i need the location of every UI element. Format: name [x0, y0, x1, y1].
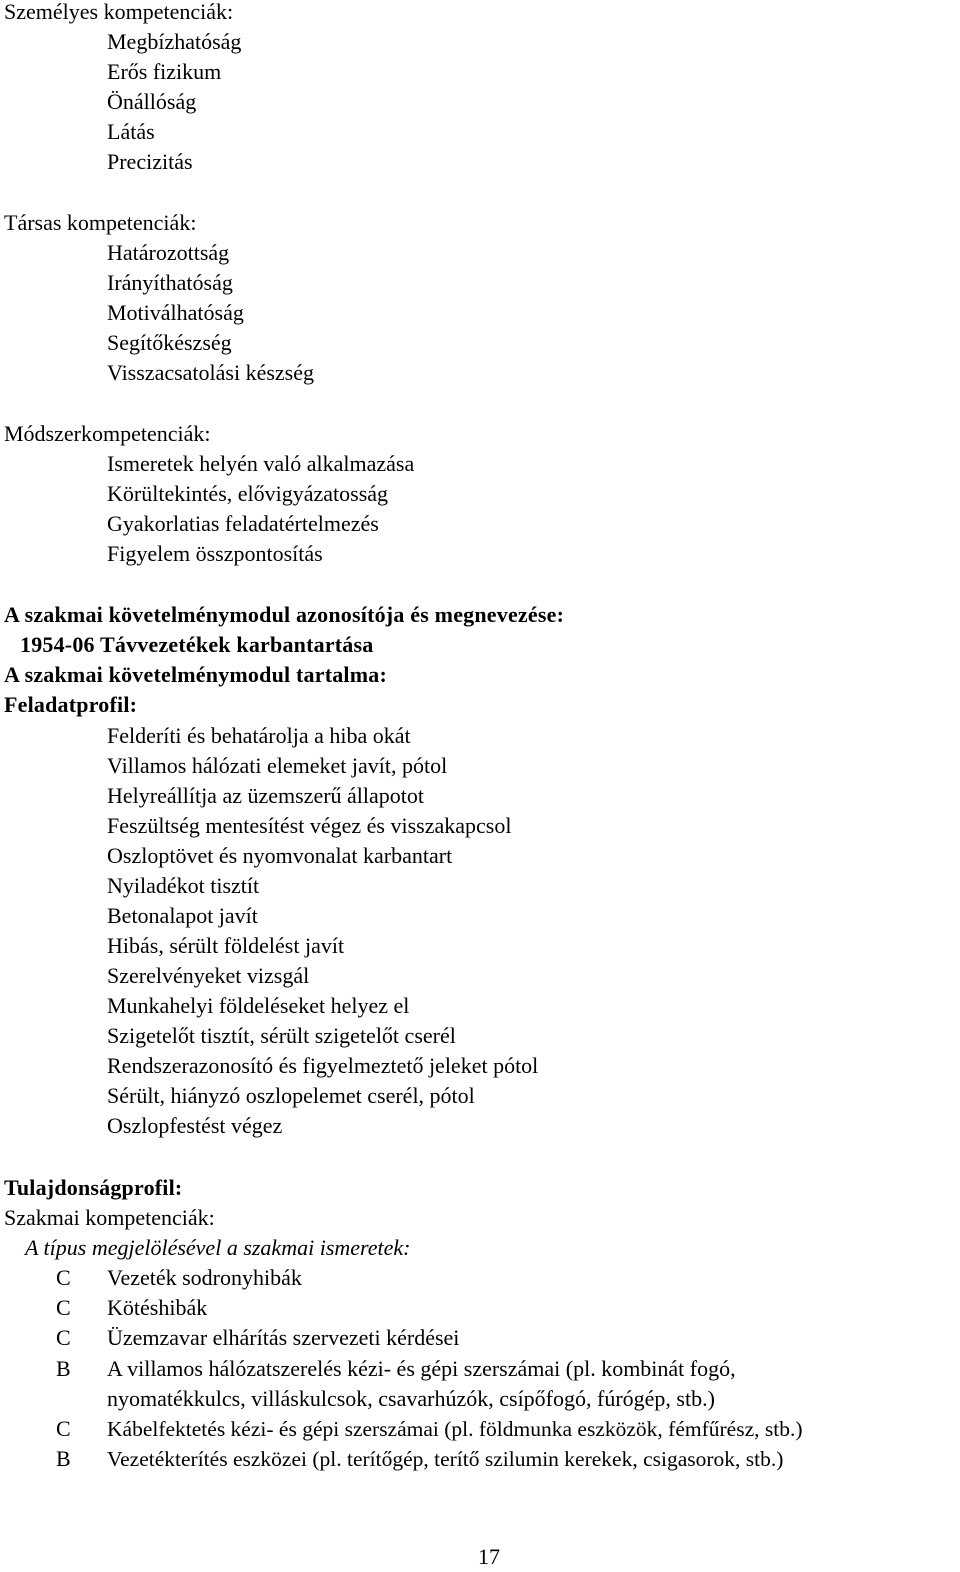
knowledge-row [0, 1414, 960, 1444]
task-item: Felderíti és behatárolja a hiba okát [107, 723, 411, 748]
list-item: Segítőkészség [107, 330, 232, 355]
list-item: Határozottság [107, 240, 230, 265]
task-item: Oszlopfestést végez [107, 1113, 283, 1138]
module-content-heading: A szakmai követelménymodul tartalma: [4, 662, 387, 687]
task-item: Munkahelyi földeléseket helyez el [107, 993, 410, 1018]
list-item: Visszacsatolási készség [107, 360, 315, 385]
knowledge-row [0, 1263, 960, 1293]
knowledge-text: nyomatékkulcs, villáskulcsok, csavarhúzók, csípőfogó, fúrógép, stb.) [107, 1386, 715, 1411]
knowledge-text: Vezetékterítés eszközei (pl. terítőgép, terítő szilumin kerekek, csigasorok, stb.) [107, 1447, 784, 1471]
knowledge-type: B [56, 1446, 71, 1471]
list-item: Gyakorlatias feladatértelmezés [107, 511, 379, 536]
section-heading-social: Társas kompetenciák: [4, 210, 197, 235]
section-heading-method: Módszerkompetenciák: [4, 421, 211, 446]
knowledge-row [0, 1354, 960, 1384]
knowledge-text: Kábelfektetés kézi- és gépi szerszámai (pl. földmunka eszközök, fémfűrész, stb.) [107, 1417, 803, 1441]
task-item: Szigetelőt tisztít, sérült szigetelőt cserél [107, 1023, 456, 1048]
knowledge-type: C [56, 1416, 71, 1441]
knowledge-type: C [56, 1325, 71, 1350]
task-item: Villamos hálózati elemeket javít, pótol [107, 753, 448, 778]
task-item: Szerelvényeket vizsgál [107, 963, 310, 988]
knowledge-type: C [56, 1295, 71, 1320]
list-item: Precizitás [107, 149, 193, 174]
list-item: Megbízhatóság [107, 29, 242, 54]
knowledge-type: C [56, 1265, 71, 1290]
list-item: Körültekintés, elővigyázatosság [107, 481, 389, 506]
task-item: Oszloptövet és nyomvonalat karbantart [107, 843, 453, 868]
knowledge-text: Vezeték sodronyhibák [107, 1265, 302, 1290]
module-id-value: 1954-06 Távvezetékek karbantartása [20, 632, 374, 657]
knowledge-heading: A típus megjelölésével a szakmai ismeretek: [25, 1235, 411, 1260]
task-profile-heading: Feladatprofil: [4, 692, 138, 717]
task-item: Sérült, hiányzó oszlopelemet cserél, pótol [107, 1083, 475, 1108]
section-heading-personal: Személyes kompetenciák: [4, 0, 234, 24]
list-item: Irányíthatóság [107, 270, 233, 295]
knowledge-text: Kötéshibák [107, 1295, 208, 1320]
list-item: Látás [107, 119, 155, 144]
knowledge-type: B [56, 1356, 71, 1381]
professional-competence-heading: Szakmai kompetenciák: [4, 1205, 215, 1230]
task-item: Hibás, sérült földelést javít [107, 933, 345, 958]
task-item: Feszültség mentesítést végez és visszakapcsol [107, 813, 512, 838]
list-item: Erős fizikum [107, 59, 222, 84]
knowledge-text: Üzemzavar elhárítás szervezeti kérdései [107, 1325, 460, 1350]
page-number: 17 [478, 1544, 500, 1569]
list-item: Figyelem összpontosítás [107, 541, 323, 566]
knowledge-row [0, 1293, 960, 1323]
knowledge-text: A villamos hálózatszerelés kézi- és gépi szerszámai (pl. kombinát fogó, [107, 1356, 736, 1381]
list-item: Motiválhatóság [107, 300, 244, 325]
task-item: Betonalapot javít [107, 903, 258, 928]
property-profile-heading: Tulajdonságprofil: [4, 1175, 183, 1200]
task-item: Nyiladékot tisztít [107, 873, 260, 898]
knowledge-row [0, 1444, 960, 1474]
list-item: Ismeretek helyén való alkalmazása [107, 451, 415, 476]
list-item: Önállóság [107, 89, 197, 114]
knowledge-row-continuation [0, 1384, 960, 1414]
module-id-heading: A szakmai követelménymodul azonosítója és megnevezése: [4, 602, 565, 627]
knowledge-row [0, 1323, 960, 1353]
task-item: Rendszerazonosító és figyelmeztető jeleket pótol [107, 1053, 539, 1078]
task-item: Helyreállítja az üzemszerű állapotot [107, 783, 425, 808]
